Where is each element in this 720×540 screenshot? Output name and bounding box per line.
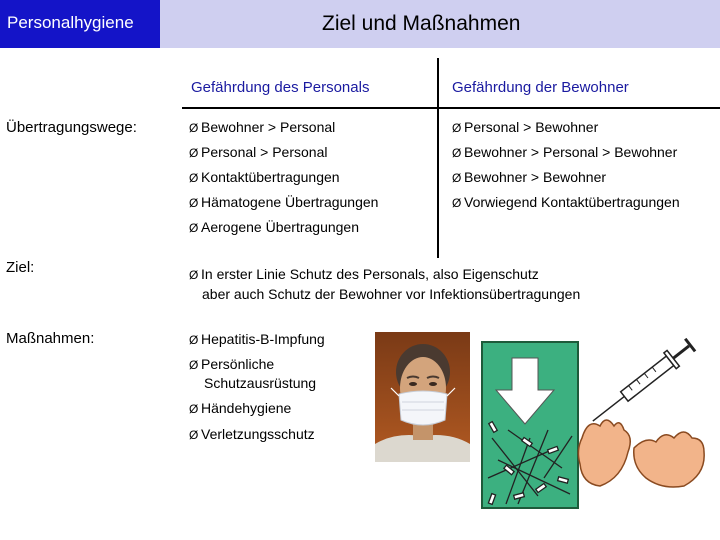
list-item: Ø Personal > Personal xyxy=(189,143,327,163)
list-item: Ø Händehygiene xyxy=(189,399,291,419)
needle-disposal-illustration xyxy=(478,318,714,512)
bullet-arrow-icon: Ø xyxy=(452,146,462,160)
list-item: Ø Persönliche xyxy=(189,355,274,375)
list-item: Ø Vorwiegend Kontaktübertragungen xyxy=(452,193,680,213)
bullet-arrow-icon: Ø xyxy=(189,402,199,416)
column-divider xyxy=(437,58,439,258)
bullet-arrow-icon: Ø xyxy=(189,121,199,135)
label-ziel: Ziel: xyxy=(6,259,35,276)
column-heading-personal: Gefährdung des Personals xyxy=(191,79,370,96)
bullet-arrow-icon: Ø xyxy=(452,171,462,185)
label-massnahmen: Maßnahmen: xyxy=(6,330,95,347)
list-item: Ø Hämatogene Übertragungen xyxy=(189,193,378,213)
list-item: Ø Aerogene Übertragungen xyxy=(189,218,359,238)
bullet-arrow-icon: Ø xyxy=(189,358,199,372)
ziel-line-2: aber auch Schutz der Bewohner vor Infektionsübertragungen xyxy=(202,286,581,302)
ziel-line-1: Ø In erster Linie Schutz des Personals, also Eigenschutz xyxy=(189,265,539,285)
list-item: Ø Bewohner > Personal xyxy=(189,118,335,138)
list-item: Ø Hepatitis-B-Impfung xyxy=(189,330,325,350)
list-item-continuation: Schutzausrüstung xyxy=(204,375,317,391)
header-left-bar xyxy=(0,0,160,48)
list-item: Ø Personal > Bewohner xyxy=(452,118,598,138)
bullet-arrow-icon: Ø xyxy=(189,428,199,442)
bullet-arrow-icon: Ø xyxy=(189,268,199,282)
bullet-arrow-icon: Ø xyxy=(189,221,199,235)
bullet-arrow-icon: Ø xyxy=(189,171,199,185)
bullet-arrow-icon: Ø xyxy=(189,333,199,347)
masked-person-photo xyxy=(375,332,470,462)
list-item: Ø Kontaktübertragungen xyxy=(189,168,340,188)
bullet-arrow-icon: Ø xyxy=(189,146,199,160)
header-main-bar xyxy=(160,0,720,48)
bullet-arrow-icon: Ø xyxy=(452,121,462,135)
list-item: Ø Bewohner > Personal > Bewohner xyxy=(452,143,677,163)
bullet-arrow-icon: Ø xyxy=(189,196,199,210)
column-heading-bewohner: Gefährdung der Bewohner xyxy=(452,79,629,96)
list-item: Ø Verletzungsschutz xyxy=(189,425,315,445)
list-item: Ø Bewohner > Bewohner xyxy=(452,168,606,188)
label-uebertragungswege: Übertragungswege: xyxy=(6,119,137,136)
slide-title: Ziel und Maßnahmen xyxy=(322,12,521,35)
section-title: Personalhygiene xyxy=(7,13,134,32)
bullet-arrow-icon: Ø xyxy=(452,196,462,210)
header-rule xyxy=(182,107,720,109)
